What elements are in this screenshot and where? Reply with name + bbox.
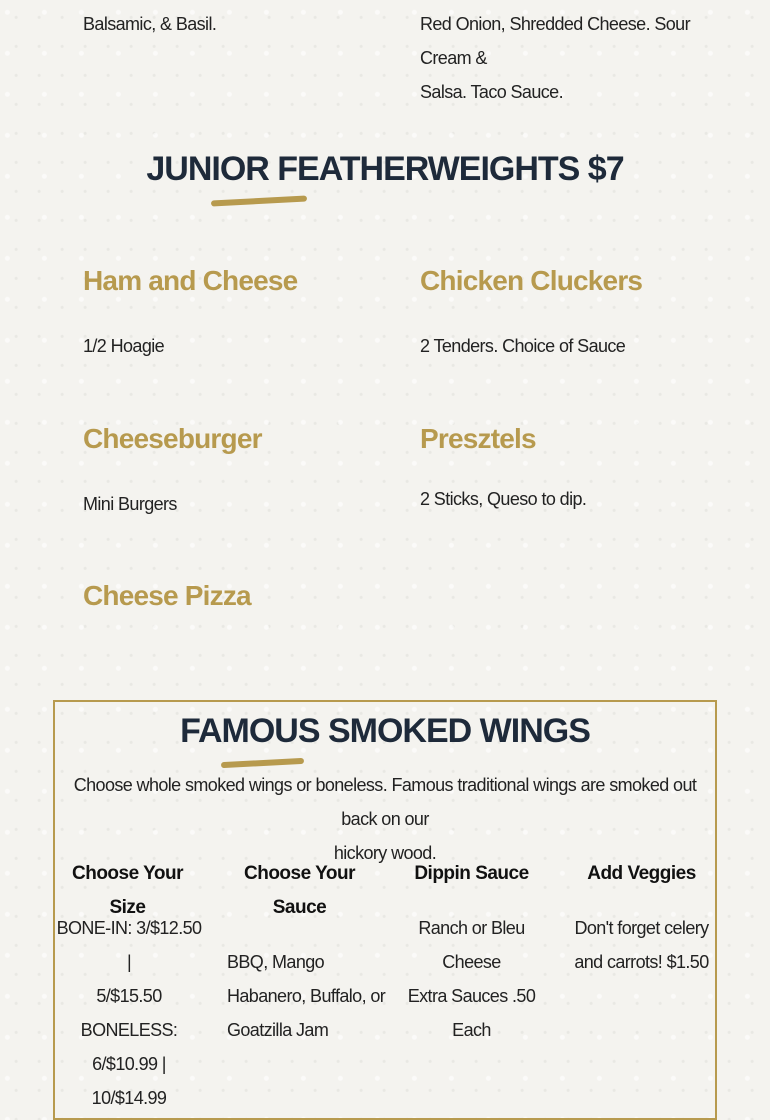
body-line: BONE-IN: 3/$12.50 | — [56, 918, 202, 972]
menu-item-desc: Mini Burgers — [83, 494, 177, 514]
heading-line: Add Veggies — [587, 863, 696, 884]
body-line: Extra Sauces .50 — [407, 986, 536, 1006]
title-underline-brush — [211, 195, 307, 206]
body-line: Goatzilla Jam — [227, 1020, 329, 1040]
menu-item-desc: 1/2 Hoagie — [83, 336, 165, 356]
desc-line: Red Onion, Shredded Cheese. Sour Cream & — [420, 14, 690, 68]
column-body-sauce — [227, 945, 387, 1047]
body-line: Each — [452, 1020, 491, 1040]
heading-line: Sauce — [272, 897, 327, 918]
menu-item-name: Chicken Cluckers — [420, 265, 643, 296]
menu-item-name: Presztels — [420, 423, 536, 454]
column-heading-sauce — [228, 857, 371, 925]
column-body-size — [54, 911, 204, 1115]
previous-item-description-right — [420, 7, 730, 109]
column-heading-veggies — [570, 857, 713, 891]
column-body-dippin — [400, 911, 543, 1047]
heading-line: Choose Your Size — [72, 863, 183, 918]
menu-item-desc: 2 Tenders. Choice of Sauce — [420, 336, 626, 356]
menu-item-name: Cheeseburger — [83, 423, 262, 454]
body-line: Ranch or Bleu — [418, 918, 525, 938]
section-title-junior: JUNIOR FEATHERWEIGHTS $7 — [146, 150, 624, 188]
body-line: 5/$15.50 — [96, 986, 162, 1006]
heading-line: Choose Your — [244, 863, 355, 884]
column-body-veggies — [565, 911, 718, 979]
intro-line: Choose whole smoked wings or boneless. Famous traditional wings are smoked out back on our — [73, 775, 697, 829]
body-line: 10/$14.99 — [91, 1088, 167, 1108]
body-line: and carrots! $1.50 — [574, 952, 709, 972]
section-title-wings: FAMOUS SMOKED WINGS — [180, 712, 590, 750]
column-heading-dippin — [400, 857, 543, 891]
previous-item-description-left — [83, 7, 383, 41]
intro-line: hickory wood. — [333, 843, 437, 863]
wings-intro — [60, 768, 710, 870]
menu-item-name: Ham and Cheese — [83, 265, 298, 296]
desc-line: Salsa. Taco Sauce. — [420, 82, 563, 102]
menu-item-desc: 2 Sticks, Queso to dip. — [420, 489, 587, 509]
body-line: 6/$10.99 | — [92, 1054, 166, 1074]
body-line: Don't forget celery — [574, 918, 709, 938]
heading-line: Dippin Sauce — [414, 863, 529, 884]
body-line: BBQ, Mango — [227, 952, 325, 972]
body-line: Cheese — [442, 952, 501, 972]
body-line: Habanero, Buffalo, or — [227, 986, 386, 1006]
body-line: BONELESS: — [80, 1020, 178, 1040]
desc-text: Balsamic, & Basil. — [83, 14, 217, 34]
menu-item-name: Cheese Pizza — [83, 580, 251, 611]
